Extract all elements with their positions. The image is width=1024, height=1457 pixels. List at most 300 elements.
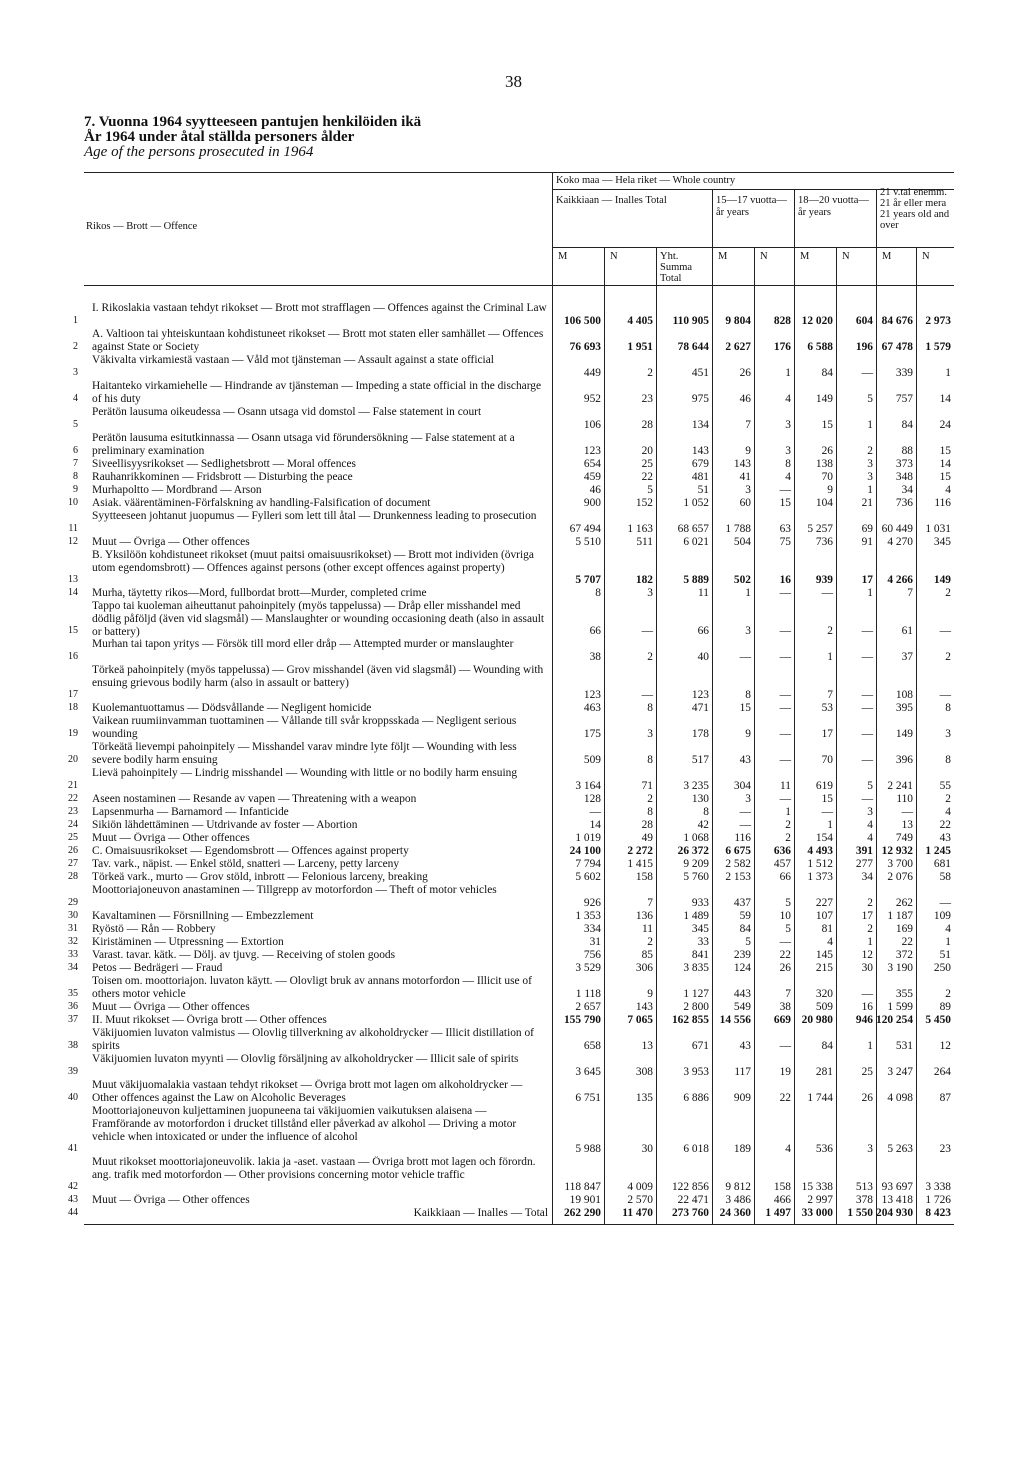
cell-value: 5 <box>867 780 873 793</box>
cell-value: 63 <box>779 523 791 536</box>
cell-value: 511 <box>636 536 653 549</box>
row-number: 32 <box>68 936 78 948</box>
cell-value: 2 <box>945 988 951 1001</box>
table-row <box>68 1001 954 1014</box>
cell-value: — <box>779 936 791 949</box>
cell-value: 604 <box>855 315 873 328</box>
table-row <box>68 549 954 587</box>
row-number: 7 <box>73 458 78 470</box>
cell-value: — <box>779 1040 791 1053</box>
row-number: 38 <box>68 1040 78 1052</box>
cell-value: 31 <box>589 936 601 949</box>
cell-value: — <box>861 728 873 741</box>
column-divider <box>876 286 877 1224</box>
cell-value: 2 570 <box>627 1194 653 1207</box>
row-description: Asiak. väärentäminen-Förfalskning av handling-Falsification of document <box>92 497 431 509</box>
column-divider <box>836 286 837 1224</box>
cell-value: 5 510 <box>575 536 601 549</box>
cell-value: 108 <box>895 689 913 702</box>
cell-value: 155 790 <box>563 1014 601 1027</box>
row-description: Moottoriajoneuvon anastaminen — Tillgrepp av motorfordon — Theft of motor vehicles <box>92 884 497 896</box>
cell-value: 43 <box>739 754 751 767</box>
title-sv: År 1964 under åtal ställda personers ålder <box>84 129 355 145</box>
row-number: 11 <box>68 523 78 535</box>
cell-value: 7 <box>907 587 913 600</box>
cell-value: 4 <box>945 806 951 819</box>
table-row <box>68 664 954 702</box>
cell-value: — <box>861 702 873 715</box>
cell-value: 60 <box>739 497 751 510</box>
row-description: Muut — Övriga — Other offences <box>92 832 250 844</box>
cell-value: 5 988 <box>575 1143 601 1156</box>
row-number: 27 <box>68 858 78 870</box>
header-total-n: N <box>610 251 618 262</box>
cell-value: 116 <box>734 832 751 845</box>
table-row <box>68 975 954 1001</box>
cell-value: — <box>641 689 653 702</box>
cell-value: 264 <box>933 1066 951 1079</box>
cell-value: 26 <box>739 367 751 380</box>
cell-value: 23 <box>939 1143 951 1156</box>
cell-value: 517 <box>691 754 709 767</box>
cell-value: 3 190 <box>887 962 913 975</box>
cell-value: 1 512 <box>807 858 833 871</box>
cell-value: 3 529 <box>575 962 601 975</box>
cell-value: 1 163 <box>627 523 653 536</box>
cell-value: 4 <box>785 471 791 484</box>
cell-value: 7 <box>785 988 791 1001</box>
table-row <box>68 1014 954 1027</box>
cell-value: 1 579 <box>925 341 951 354</box>
cell-value: 6 021 <box>683 536 709 549</box>
cell-value: 658 <box>583 1040 601 1053</box>
row-number: 9 <box>73 484 78 496</box>
cell-value: 4 <box>945 484 951 497</box>
row-number: 20 <box>68 754 78 766</box>
cell-value: 70 <box>821 754 833 767</box>
table-header <box>84 172 954 286</box>
cell-value: 46 <box>589 484 601 497</box>
row-number: 8 <box>73 471 78 483</box>
cell-value: 1 <box>745 587 751 600</box>
table-row <box>68 806 954 819</box>
row-description: Muut väkijuomalakia vastaan tehdyt rikokset — Övriga brott mot lagen om alkoholdrycker — Other offences against the Law on Alcoholic Beverages <box>92 1079 523 1104</box>
cell-value: 681 <box>933 858 951 871</box>
cell-value: 11 <box>780 780 791 793</box>
cell-value: 3 <box>867 458 873 471</box>
cell-value: 15 <box>779 497 791 510</box>
table-row <box>68 587 954 600</box>
cell-value: 26 <box>821 445 833 458</box>
cell-value: 2 <box>785 832 791 845</box>
cell-value: 1 951 <box>627 341 653 354</box>
row-description: Kaikkiaan — Inalles — Total <box>413 1207 548 1219</box>
cell-value: — <box>901 806 913 819</box>
cell-value: 1 <box>867 1040 873 1053</box>
cell-value: 107 <box>815 910 833 923</box>
cell-value: 13 <box>641 1040 653 1053</box>
row-number: 23 <box>68 806 78 818</box>
table-bottom-rule <box>84 1224 954 1225</box>
cell-value: 3 <box>745 484 751 497</box>
cell-value: — <box>861 367 873 380</box>
cell-value: 7 794 <box>575 858 601 871</box>
cell-value: 5 <box>785 923 791 936</box>
cell-value: 1 <box>867 587 873 600</box>
cell-value: 189 <box>733 1143 751 1156</box>
table-row <box>68 715 954 741</box>
cell-value: 373 <box>895 458 913 471</box>
cell-value: 117 <box>734 1066 751 1079</box>
cell-value: 16 <box>861 1001 873 1014</box>
row-number: 12 <box>68 536 78 548</box>
cell-value: 239 <box>733 949 751 962</box>
row-number: 41 <box>68 1143 78 1155</box>
cell-value: 339 <box>895 367 913 380</box>
cell-value: 4 270 <box>887 536 913 549</box>
cell-value: 49 <box>641 832 653 845</box>
table-row <box>68 1105 954 1156</box>
row-number: 26 <box>68 845 78 857</box>
row-number: 42 <box>68 1181 78 1193</box>
row-description: Kuolemantuottamus — Dödsvållande — Negligent homicide <box>92 702 372 714</box>
row-description: Ryöstö — Rån — Robbery <box>92 923 216 935</box>
cell-value: 12 <box>861 949 873 962</box>
cell-value: 2 <box>945 651 951 664</box>
cell-value: 26 372 <box>677 845 709 858</box>
cell-value: 46 <box>739 393 751 406</box>
cell-value: 20 980 <box>801 1014 833 1027</box>
header-21-over: 21 v.tai enemm. 21 år eller mera 21 years old and over <box>880 187 950 231</box>
table-body <box>68 286 954 1240</box>
header-total-sum: Yht. Summa Total <box>660 251 693 284</box>
cell-value: 175 <box>583 728 601 741</box>
cell-value: 2 <box>827 625 833 638</box>
table-row <box>68 702 954 715</box>
header-1820-m: M <box>800 251 810 262</box>
header-offence: Rikos — Brott — Offence <box>86 221 198 232</box>
row-description: Lievä pahoinpitely — Lindrig misshandel — Wounding with little or no bodily harm ensuing <box>92 767 518 779</box>
cell-value: 17 <box>861 574 873 587</box>
cell-value: 88 <box>901 445 913 458</box>
cell-value: 320 <box>815 988 833 1001</box>
cell-value: 123 <box>691 689 709 702</box>
cell-value: 2 <box>945 793 951 806</box>
cell-value: 135 <box>635 1092 653 1105</box>
cell-value: 3 164 <box>575 780 601 793</box>
cell-value: 504 <box>733 536 751 549</box>
cell-value: 149 <box>815 393 833 406</box>
cell-value: 12 <box>939 1040 951 1053</box>
cell-value: 9 <box>745 728 751 741</box>
table-row <box>68 536 954 549</box>
row-description: Perätön lausuma esitutkinnassa — Osann utsaga vid förundersökning — False statement at a preliminary examination <box>92 432 515 457</box>
table-row <box>73 458 954 471</box>
cell-value: 6 886 <box>683 1092 709 1105</box>
cell-value: — <box>779 728 791 741</box>
cell-value: 84 <box>739 923 751 936</box>
cell-value: 3 486 <box>725 1194 751 1207</box>
cell-value: 679 <box>691 458 709 471</box>
row-number: 1 <box>73 315 78 327</box>
column-divider <box>712 286 713 1224</box>
cell-value: 1 <box>827 651 833 664</box>
header-1820-n: N <box>842 251 850 262</box>
cell-value: 66 <box>697 625 709 638</box>
cell-value: 26 <box>779 962 791 975</box>
cell-value: 76 693 <box>569 341 601 354</box>
header-whole-country: Koko maa — Hela riket — Whole country <box>556 175 736 186</box>
cell-value: 459 <box>583 471 601 484</box>
table-row <box>73 328 954 354</box>
header-18-20: 18—20 vuotta—år years <box>798 195 869 218</box>
cell-value: 53 <box>821 702 833 715</box>
cell-value: 110 905 <box>672 315 709 328</box>
cell-value: 215 <box>815 962 833 975</box>
cell-value: — <box>641 625 653 638</box>
cell-value: 33 000 <box>801 1207 833 1220</box>
cell-value: 176 <box>773 341 791 354</box>
cell-value: 68 657 <box>677 523 709 536</box>
cell-value: — <box>861 689 873 702</box>
cell-value: — <box>821 806 833 819</box>
cell-value: 471 <box>691 702 709 715</box>
cell-value: 22 <box>641 471 653 484</box>
cell-value: 1 <box>945 936 951 949</box>
cell-value: 182 <box>635 574 653 587</box>
header-total-m: M <box>558 251 568 262</box>
cell-value: 84 <box>821 367 833 380</box>
cell-value: 87 <box>939 1092 951 1105</box>
cell-value: 178 <box>691 728 709 741</box>
header-21-m: M <box>882 251 892 262</box>
cell-value: 2 582 <box>725 858 751 871</box>
cell-value: 1 373 <box>807 871 833 884</box>
table-row <box>68 1027 954 1053</box>
title-fi: 7. Vuonna 1964 syytteeseen pantujen henkilöiden ikä <box>84 114 422 130</box>
table-row <box>68 638 954 664</box>
header-total-group: Kaikkiaan — Inalles Total <box>556 195 667 206</box>
cell-value: 8 <box>647 702 653 715</box>
column-divider <box>604 286 605 1224</box>
cell-value: — <box>861 988 873 1001</box>
cell-value: 158 <box>635 871 653 884</box>
row-description: Aseen nostaminen — Resande av vapen — Threatening with a weapon <box>92 793 417 805</box>
table-row <box>68 884 954 910</box>
cell-value: 23 <box>641 393 653 406</box>
cell-value: — <box>739 806 751 819</box>
row-number: 13 <box>68 574 78 586</box>
row-description: Muut — Övriga — Other offences <box>92 1194 250 1206</box>
cell-value: 149 <box>933 574 951 587</box>
cell-value: 3 338 <box>925 1181 951 1194</box>
cell-value: 1 <box>867 419 873 432</box>
table-row <box>73 302 954 328</box>
cell-value: 437 <box>733 897 751 910</box>
row-description: Syytteeseen johtanut juopumus — Fylleri som lett till åtal — Drunkenness leading to prosecution <box>92 510 537 522</box>
cell-value: 1 <box>867 936 873 949</box>
table-row <box>68 832 954 845</box>
cell-value: 84 <box>821 1040 833 1053</box>
cell-value: 34 <box>861 871 873 884</box>
cell-value: 3 835 <box>683 962 709 975</box>
cell-value: 2 272 <box>627 845 653 858</box>
cell-value: 2 657 <box>575 1001 601 1014</box>
cell-value: 8 423 <box>925 1207 951 1220</box>
cell-value: 67 478 <box>881 341 913 354</box>
cell-value: 41 <box>739 471 751 484</box>
cell-value: — <box>779 484 791 497</box>
cell-value: 66 <box>589 625 601 638</box>
cell-value: 1 127 <box>683 988 709 1001</box>
cell-value: 306 <box>635 962 653 975</box>
cell-value: 841 <box>691 949 709 962</box>
row-description: B. Yksilöön kohdistuneet rikokset (muut paitsi omaisuusrikokset) — Brott mot individen (övriga utom egendomsbrott) — Offences against persons (other except offences against property) <box>92 549 534 574</box>
cell-value: — <box>861 651 873 664</box>
cell-value: 262 <box>895 897 913 910</box>
header-1517-m: M <box>718 251 728 262</box>
cell-value: 952 <box>583 393 601 406</box>
cell-value: 378 <box>855 1194 873 1207</box>
cell-value: — <box>779 689 791 702</box>
cell-value: 457 <box>773 858 791 871</box>
table-row <box>68 1053 954 1079</box>
cell-value: 104 <box>815 497 833 510</box>
cell-value: 20 <box>641 445 653 458</box>
cell-value: 11 <box>698 587 709 600</box>
cell-value: 4 <box>945 923 951 936</box>
cell-value: 1 744 <box>807 1092 833 1105</box>
cell-value: — <box>779 793 791 806</box>
cell-value: 5 707 <box>575 574 601 587</box>
cell-value: — <box>939 897 951 910</box>
row-number: 33 <box>68 949 78 961</box>
cell-value: 2 <box>647 651 653 664</box>
cell-value: 15 <box>821 419 833 432</box>
cell-value: 926 <box>583 897 601 910</box>
cell-value: 30 <box>641 1143 653 1156</box>
cell-value: 158 <box>773 1181 791 1194</box>
cell-value: 749 <box>895 832 913 845</box>
cell-value: 25 <box>861 1066 873 1079</box>
cell-value: — <box>739 819 751 832</box>
cell-value: 6 018 <box>683 1143 709 1156</box>
cell-value: 136 <box>635 910 653 923</box>
cell-value: 273 760 <box>671 1207 709 1220</box>
cell-value: 3 247 <box>887 1066 913 1079</box>
column-divider <box>656 286 657 1224</box>
cell-value: 3 700 <box>887 858 913 871</box>
cell-value: 22 <box>901 936 913 949</box>
row-description: Murha, täytetty rikos—Mord, fullbordat brott—Murder, completed crime <box>92 587 427 599</box>
cell-value: 124 <box>733 962 751 975</box>
cell-value: 2 800 <box>683 1001 709 1014</box>
table-row <box>73 354 954 380</box>
column-divider <box>794 286 795 1224</box>
cell-value: 1 <box>785 806 791 819</box>
cell-value: 509 <box>583 754 601 767</box>
cell-value: 130 <box>691 793 709 806</box>
cell-value: 509 <box>815 1001 833 1014</box>
cell-value: 481 <box>691 471 709 484</box>
cell-value: 109 <box>933 910 951 923</box>
cell-value: 1 019 <box>575 832 601 845</box>
cell-value: 28 <box>641 819 653 832</box>
header-21-n: N <box>922 251 930 262</box>
cell-value: 372 <box>895 949 913 962</box>
row-description: Kiristäminen — Utpressning — Extortion <box>92 936 284 948</box>
row-description: Petos — Bedrägeri — Fraud <box>92 962 223 974</box>
cell-value: 70 <box>821 471 833 484</box>
cell-value: 1 497 <box>765 1207 791 1220</box>
cell-value: 43 <box>939 832 951 845</box>
cell-value: 975 <box>691 393 709 406</box>
column-divider <box>552 286 553 1224</box>
row-description: Väkivalta virkamiestä vastaan — Våld mot tjänsteman — Assault against a state official <box>92 354 494 366</box>
cell-value: 1 <box>785 367 791 380</box>
row-description: Törkeätä lievempi pahoinpitely — Misshandel varav mindre lyte följt — Wounding with less severe bodily harm ensuing <box>92 741 517 766</box>
row-number: 10 <box>68 497 78 509</box>
cell-value: 71 <box>641 780 653 793</box>
cell-value: 145 <box>815 949 833 962</box>
row-description: Murhan tai tapon yritys — Försök till mord eller dråp — Attempted murder or manslaughter <box>92 638 514 650</box>
cell-value: 946 <box>855 1014 873 1027</box>
cell-value: 17 <box>821 728 833 741</box>
cell-value: 14 <box>939 393 951 406</box>
row-description: Vaikean ruumiinvamman tuottaminen — Vållande till svår kroppsskada — Negligent serious wounding <box>92 715 517 740</box>
cell-value: 8 <box>703 806 709 819</box>
cell-value: 277 <box>855 858 873 871</box>
table-row <box>68 767 954 793</box>
row-number: 43 <box>68 1194 78 1206</box>
cell-value: 262 290 <box>563 1207 601 1220</box>
cell-value: 169 <box>895 923 913 936</box>
cell-value: 3 <box>867 471 873 484</box>
cell-value: 4 266 <box>887 574 913 587</box>
cell-value: 355 <box>895 988 913 1001</box>
cell-value: 2 997 <box>807 1194 833 1207</box>
table-row <box>68 949 954 962</box>
table-row <box>68 510 954 536</box>
cell-value: 1 245 <box>925 845 951 858</box>
cell-value: 900 <box>583 497 601 510</box>
table-row <box>68 845 954 858</box>
row-number: 25 <box>68 832 78 844</box>
cell-value: 15 338 <box>801 1181 833 1194</box>
table-row <box>68 858 954 871</box>
cell-value: 1 726 <box>925 1194 951 1207</box>
cell-value: 34 <box>901 484 913 497</box>
cell-value: 143 <box>691 445 709 458</box>
table-row <box>68 962 954 975</box>
cell-value: 4 098 <box>887 1092 913 1105</box>
row-description: Siveellisyysrikokset — Sedlighetsbrott — Moral offences <box>92 458 356 470</box>
cell-value: 5 450 <box>925 1014 951 1027</box>
cell-value: 9 <box>745 445 751 458</box>
cell-value: 502 <box>733 574 751 587</box>
cell-value: 3 645 <box>575 1066 601 1079</box>
cell-value: 9 209 <box>683 858 709 871</box>
cell-value: 66 <box>779 871 791 884</box>
cell-value: 549 <box>733 1001 751 1014</box>
cell-value: 138 <box>815 458 833 471</box>
row-description: Muut — Övriga — Other offences <box>92 536 250 548</box>
cell-value: 8 <box>595 587 601 600</box>
cell-value: 69 <box>861 523 873 536</box>
cell-value: 154 <box>815 832 833 845</box>
cell-value: 227 <box>815 897 833 910</box>
cell-value: 22 471 <box>677 1194 709 1207</box>
